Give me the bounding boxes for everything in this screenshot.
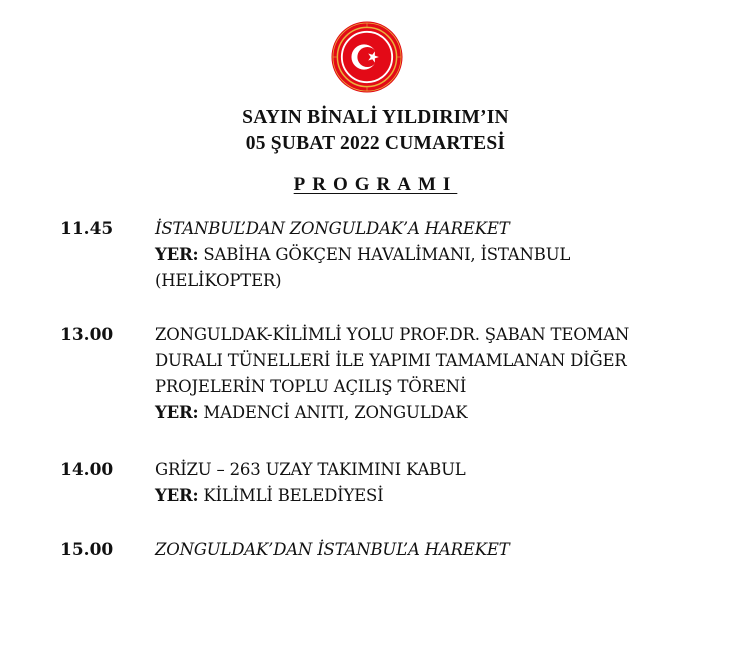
entry-line: GRİZU – 263 UZAY TAKIMINI KABUL [155,460,466,479]
location-value: MADENCİ ANITI, ZONGULDAK [198,403,468,422]
entry-line [155,242,715,268]
entry-description [155,457,715,509]
entry-description [155,322,715,426]
entry-description [155,537,715,563]
location-value: SABİHA GÖKÇEN HAVALİMANI, İSTANBUL [198,245,571,264]
entry-time: 14.00 [60,460,114,480]
entry-line: PROJELERİN TOPLU AÇILIŞ TÖRENİ [155,377,467,396]
entry-time: 15.00 [60,540,114,560]
entry-line [155,483,715,509]
entry-line [155,400,715,426]
entry-time: 13.00 [60,325,114,345]
entry-line: (HELİKOPTER) [155,271,282,290]
entry-time: 11.45 [60,219,114,239]
title-line-2: 05 ŞUBAT 2022 CUMARTESİ [245,133,506,154]
location-label: YER: [155,245,199,264]
location-value: KİLİMLİ BELEDİYESİ [198,486,384,505]
location-label: YER: [155,403,199,422]
tbmm-emblem-icon [330,20,404,94]
entry-line: DURALI TÜNELLERİ İLE YAPIMI TAMAMLANAN DİĞER [155,351,627,370]
section-title: PROGRAMI [293,174,458,195]
entry-description [155,216,715,294]
entry-line: İSTANBUL’DAN ZONGULDAK’A HAREKET [155,219,510,238]
location-label: YER: [155,486,199,505]
entry-line: ZONGULDAK’DAN İSTANBUL’A HAREKET [155,540,510,559]
entry-line: ZONGULDAK-KİLİMLİ YOLU PROF.DR. ŞABAN TEOMAN [155,325,630,344]
title-line-1: SAYIN BİNALİ YILDIRIM’IN [242,107,509,128]
